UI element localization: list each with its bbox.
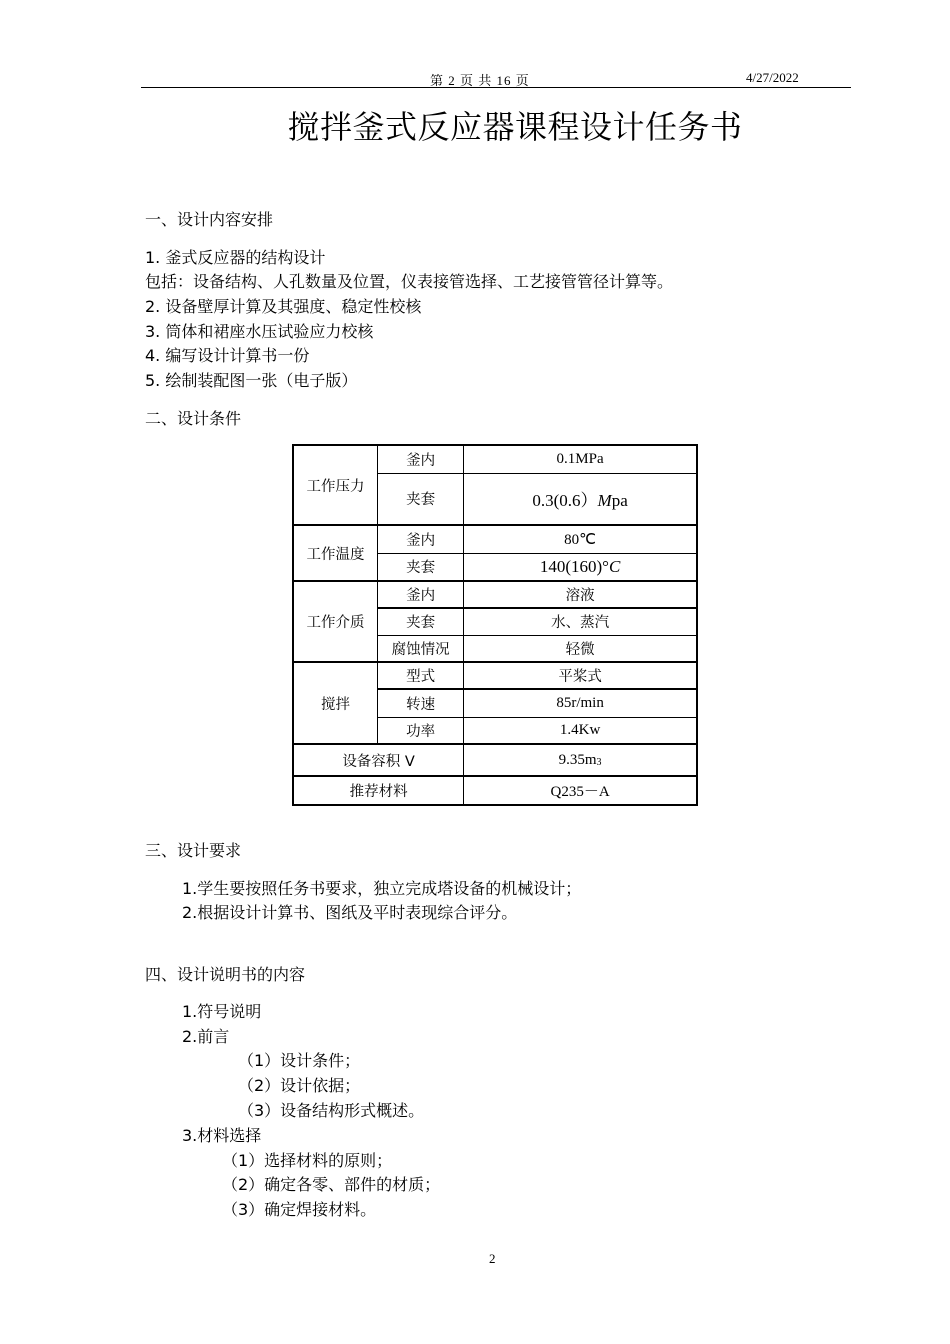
section4-heading: 四、设计说明书的内容: [145, 965, 306, 984]
table-row: [293, 445, 697, 473]
pressure-jacket-value: [464, 473, 697, 525]
volume-value: [464, 744, 697, 776]
section4-item: 2.前言: [182, 1027, 230, 1046]
volume-value-exponent: 3: [596, 756, 602, 768]
table-row: [293, 744, 697, 776]
agitation-type-value: 平桨式: [464, 662, 697, 689]
temperature-label: 工作温度: [293, 525, 378, 581]
medium-inner-label: 釜内: [378, 581, 464, 608]
header-page-info: 第 2 页 共 16 页: [430, 73, 530, 88]
section1-item: 2. 设备壁厚计算及其强度、稳定性校核: [145, 297, 422, 316]
temperature-jacket-value: [464, 553, 697, 581]
section4-subitem: （1）设计条件；: [238, 1051, 361, 1070]
section3-heading: 三、设计要求: [145, 841, 242, 860]
section4-subitem: （2）设计依据；: [238, 1076, 361, 1095]
agitation-power-label: 功率: [378, 717, 464, 744]
pressure-jacket-value-unit-m: M: [597, 491, 612, 511]
material-value: Q235－A: [464, 776, 697, 805]
pressure-inner-value: 0.1MPa: [464, 445, 697, 473]
pressure-jacket-value-unit-rest: pa: [611, 491, 628, 511]
pressure-jacket-label: 夹套: [378, 473, 464, 525]
medium-label: 工作介质: [293, 581, 378, 662]
agitation-speed-label: 转速: [378, 689, 464, 717]
pressure-label: 工作压力: [293, 445, 378, 525]
agitation-speed-value: 85r/min: [464, 689, 697, 717]
section1-item: 5. 绘制装配图一张（电子版）: [145, 371, 358, 390]
section4-subitem: （1）选择材料的原则；: [222, 1151, 393, 1170]
table-row: [293, 525, 697, 553]
temperature-jacket-value-number: 140(160)°: [539, 556, 609, 576]
agitation-type-label: 型式: [378, 662, 464, 689]
section1-item: 3. 筒体和裙座水压试验应力校核: [145, 322, 374, 341]
design-conditions-table: [292, 444, 698, 806]
medium-inner-value: 溶液: [464, 581, 697, 608]
medium-jacket-label: 夹套: [378, 608, 464, 635]
section3-item: 1.学生要按照任务书要求，独立完成塔设备的机械设计；: [182, 879, 582, 898]
section1-item: 包括：设备结构、人孔数量及位置，仪表接管选择、工艺接管管径计算等。: [145, 272, 674, 291]
volume-value-number: 9.35m: [558, 751, 597, 768]
corrosion-value: 轻微: [464, 635, 697, 662]
corrosion-label: 腐蚀情况: [378, 635, 464, 662]
section1-heading: 一、设计内容安排: [145, 210, 274, 229]
table-row: [293, 662, 697, 689]
temperature-jacket-label: 夹套: [378, 553, 464, 581]
section3-item: 2.根据设计计算书、图纸及平时表现综合评分。: [182, 903, 518, 922]
temperature-jacket-value-unit: C: [608, 556, 621, 576]
pressure-inner-label: 釜内: [378, 445, 464, 473]
page-number: 2: [489, 1251, 496, 1266]
pressure-jacket-value-number: 0.3(0.6）: [532, 491, 598, 511]
temperature-inner-value: 80℃: [464, 525, 697, 553]
section4-item: 1.符号说明: [182, 1002, 262, 1021]
header-date: 4/27/2022: [746, 70, 799, 85]
table-row: [293, 776, 697, 805]
section4-subitem: （2）确定各零、部件的材质；: [222, 1175, 441, 1194]
temperature-inner-label: 釜内: [378, 525, 464, 553]
section1-item: 4. 编写设计计算书一份: [145, 346, 310, 365]
section2-heading: 二、设计条件: [145, 409, 242, 428]
volume-label: 设备容积 V: [293, 744, 464, 776]
header-divider: [141, 87, 851, 88]
agitation-label: 搅拌: [293, 662, 378, 744]
document-title: 搅拌釜式反应器课程设计任务书: [287, 108, 743, 146]
section4-item: 3.材料选择: [182, 1126, 262, 1145]
section1-item: 1. 釜式反应器的结构设计: [145, 248, 326, 267]
table-row: [293, 581, 697, 608]
agitation-power-value: 1.4Kw: [464, 717, 697, 744]
medium-jacket-value: 水、蒸汽: [464, 608, 697, 635]
section4-subitem: （3）确定焊接材料。: [222, 1200, 377, 1219]
section4-subitem: （3）设备结构形式概述。: [238, 1101, 425, 1120]
material-label: 推荐材料: [293, 776, 464, 805]
